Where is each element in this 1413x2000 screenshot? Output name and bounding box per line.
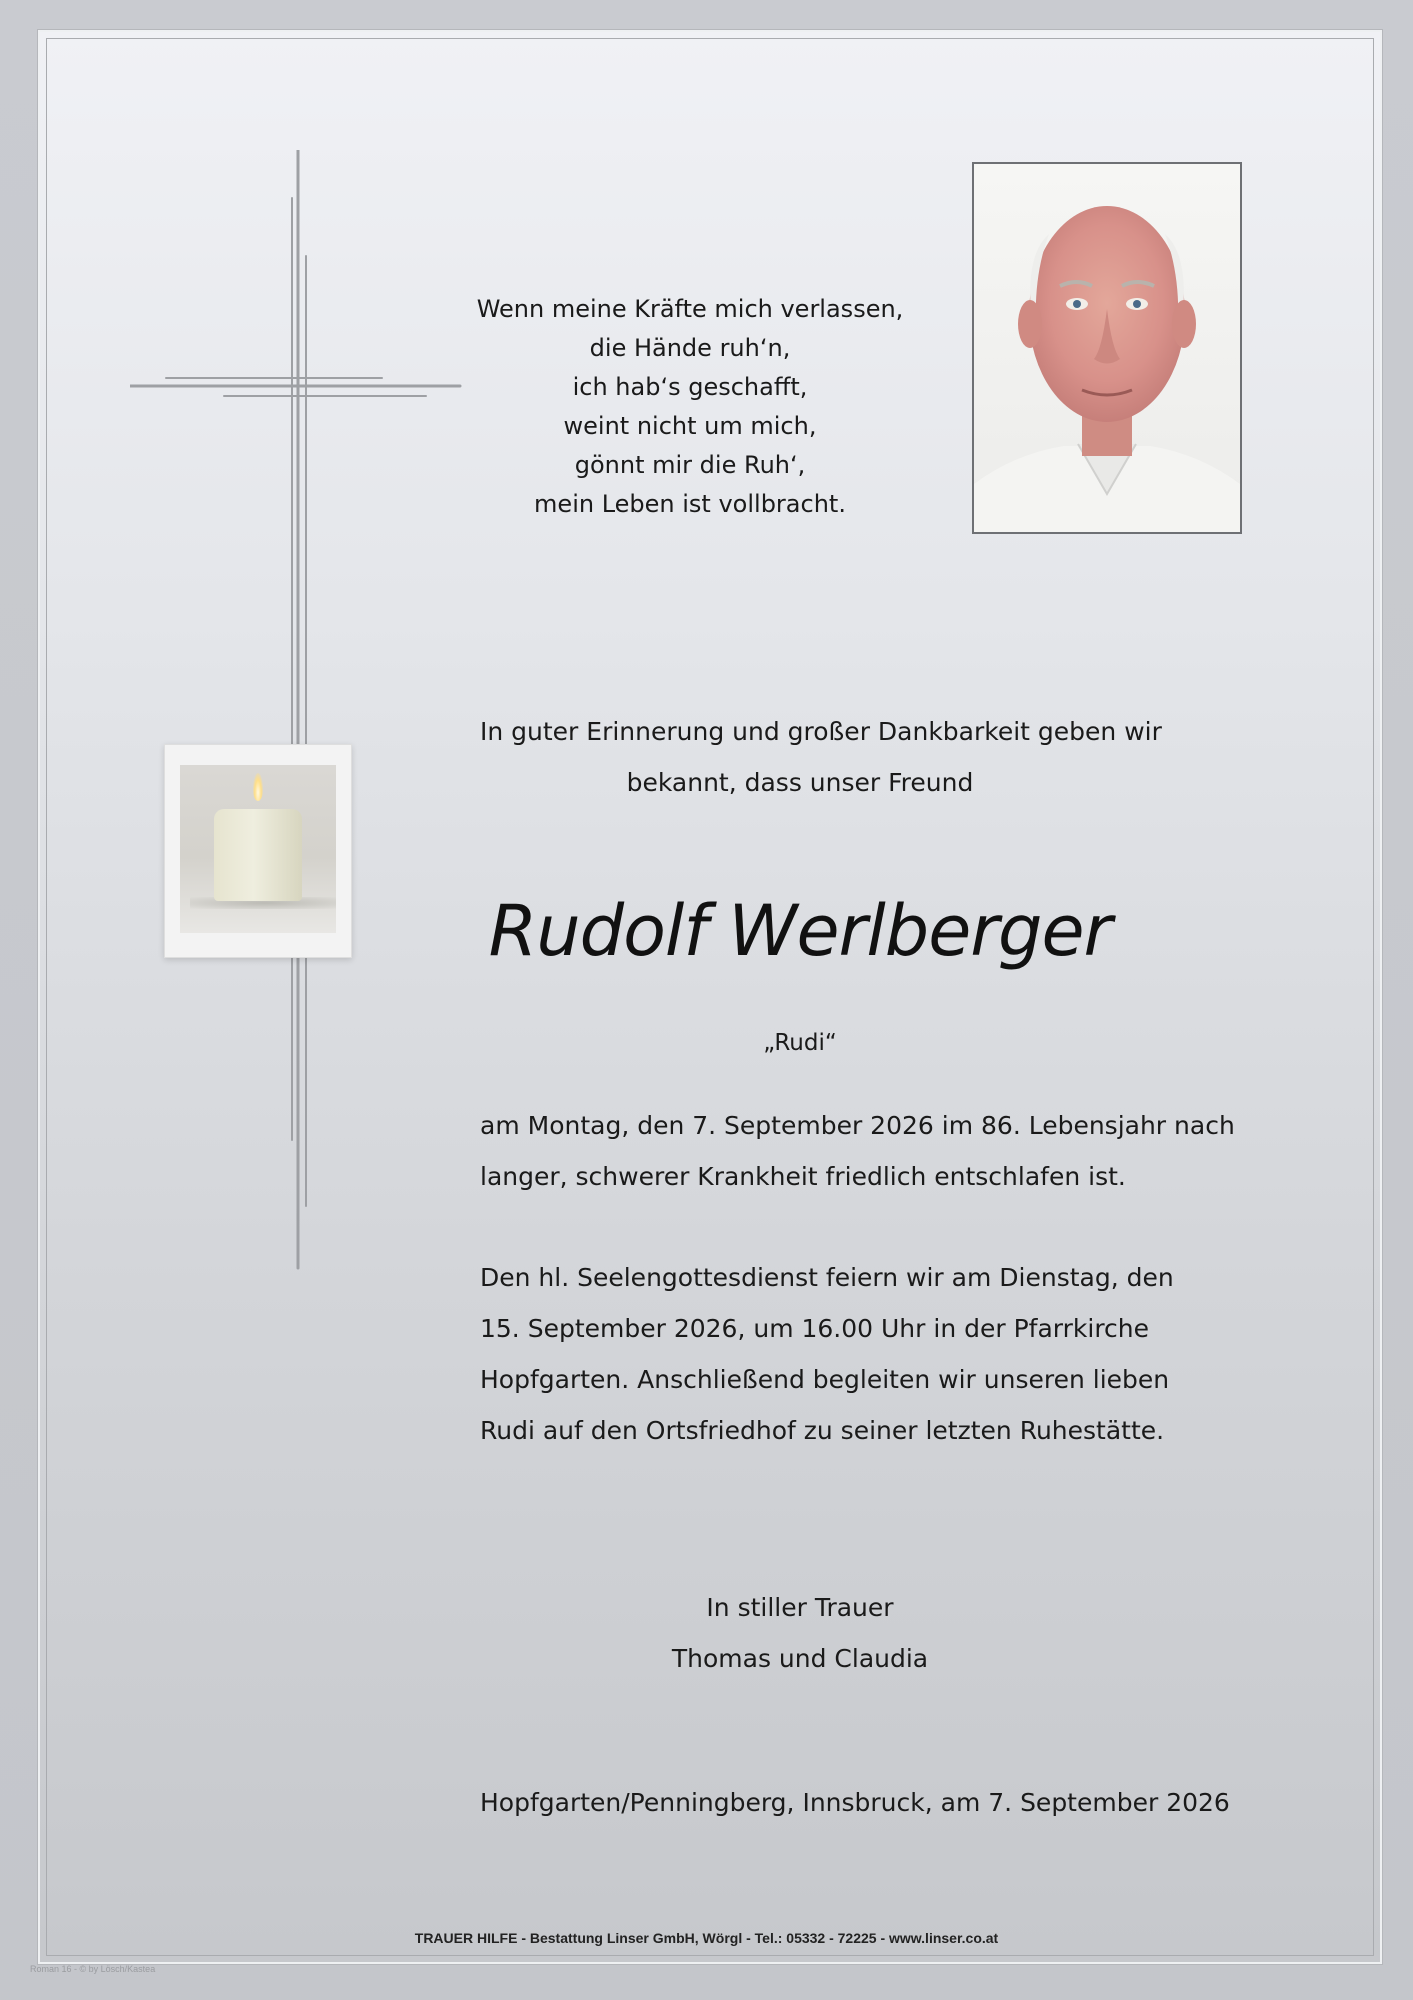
paper-sheet xyxy=(38,30,1382,1964)
poem-line: Wenn meine Kräfte mich verlassen, xyxy=(476,295,904,323)
death-line: am Montag, den 7. September 2026 im 86. Lebensjahr nach xyxy=(480,1111,1235,1140)
intro-line: In guter Erinnerung und großer Dankbarkeit geben wir xyxy=(480,717,1162,746)
candle-image xyxy=(164,744,352,958)
copyright-note: Roman 16 - © by Lösch/Kastea xyxy=(30,1964,156,1974)
poem xyxy=(430,290,950,524)
death-line: langer, schwerer Krankheit friedlich entschlafen ist. xyxy=(480,1162,1126,1191)
cross-icon xyxy=(130,150,470,1270)
deceased-name: Rudolf Werlberger xyxy=(488,890,1112,972)
intro-text xyxy=(480,706,1162,808)
poem-line: ich hab‘s geschafft, xyxy=(572,373,808,401)
mass-line: Hopfgarten. Anschließend begleiten wir unseren lieben xyxy=(480,1365,1170,1394)
death-notice xyxy=(480,1100,1235,1202)
portrait-photo xyxy=(972,162,1242,534)
candle-body xyxy=(214,809,302,901)
mass-line: Den hl. Seelengottesdienst feiern wir am Dienstag, den xyxy=(480,1263,1174,1292)
poem-line: gönnt mir die Ruh‘, xyxy=(574,451,806,479)
footer-imprint: TRAUER HILFE - Bestattung Linser GmbH, Wörgl - Tel.: 05332 - 72225 - www.linser.co.at xyxy=(414,1930,999,1946)
mourners-line: In stiller Trauer xyxy=(706,1593,894,1622)
nickname: „Rudi“ xyxy=(763,1030,837,1056)
mass-line: 15. September 2026, um 16.00 Uhr in der Pfarrkirche xyxy=(480,1314,1150,1343)
poem-line: weint nicht um mich, xyxy=(563,412,817,440)
mass-notice xyxy=(480,1252,1174,1456)
poem-line: die Hände ruh‘n, xyxy=(589,334,791,362)
place-date: Hopfgarten/Penningberg, Innsbruck, am 7. September 2026 xyxy=(480,1788,1230,1817)
mass-line: Rudi auf den Ortsfriedhof zu seiner letzten Ruhestätte. xyxy=(480,1416,1165,1445)
mourners xyxy=(480,1582,1120,1684)
candle-photo xyxy=(180,765,336,933)
poem-line: mein Leben ist vollbracht. xyxy=(534,490,846,518)
mourners-line: Thomas und Claudia xyxy=(671,1644,929,1673)
intro-line: bekannt, dass unser Freund xyxy=(626,768,974,797)
candle-flame-icon xyxy=(253,773,263,801)
